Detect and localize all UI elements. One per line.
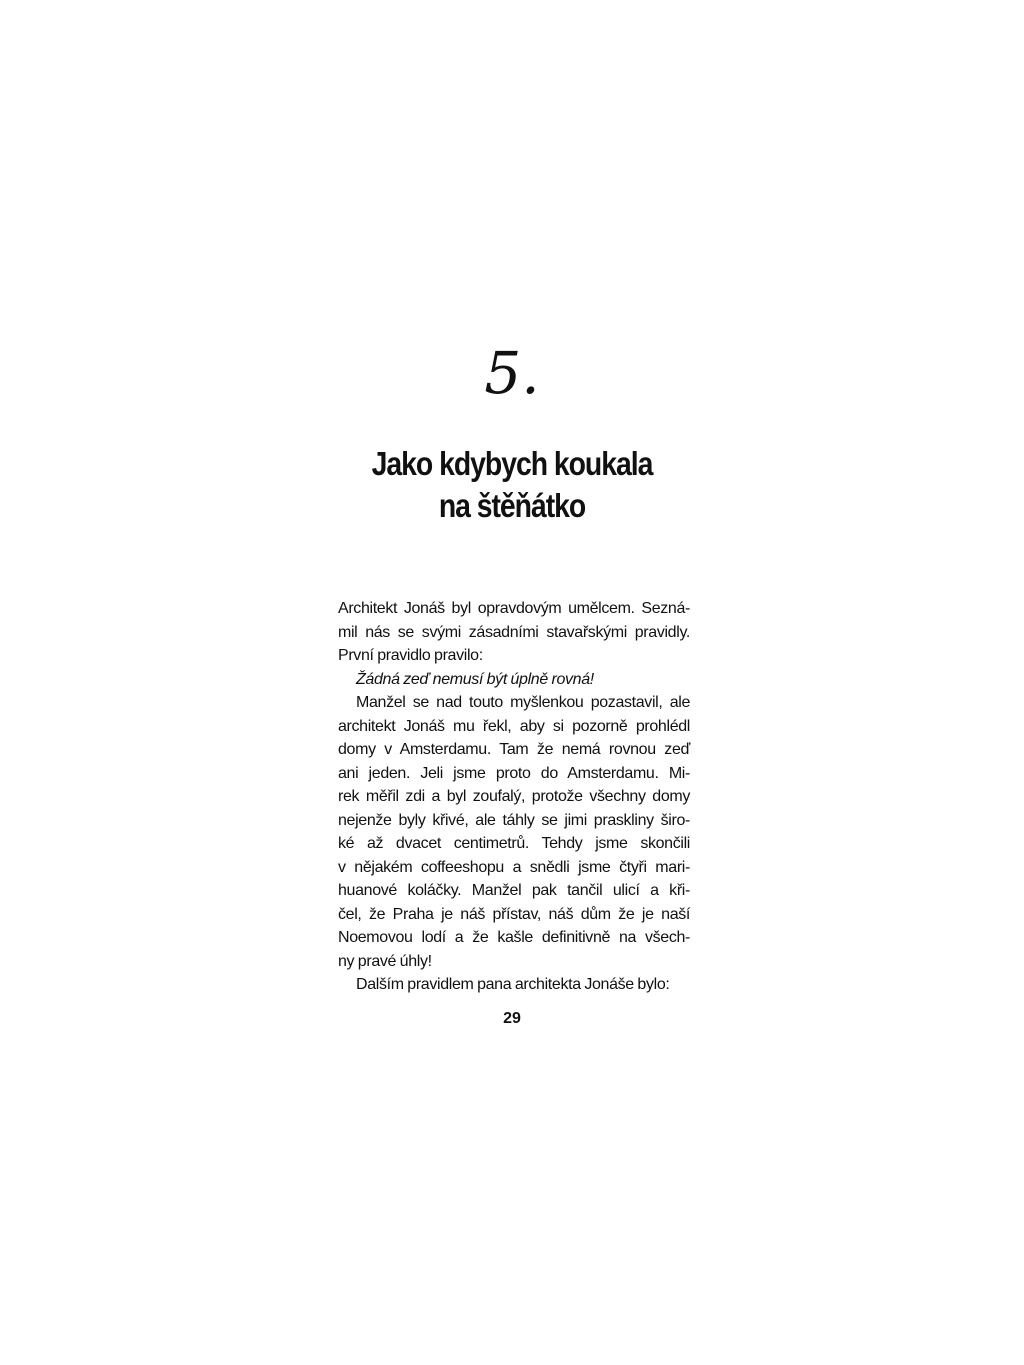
text-line: Dalším pravidlem pana architekta Jonáše bylo:	[356, 976, 670, 993]
text-line: v nějakém coffeeshopu a snědli jsme čtyři mari-	[338, 858, 690, 876]
chapter-title-line: Jako kdybych koukala	[371, 445, 653, 482]
text-line: rek měřil zdi a byl zoufalý, protože všechny domy	[338, 788, 690, 805]
text-line: ké až dvacet centimetrů. Tehdy jsme skončili	[338, 835, 690, 852]
text-line: ani jeden. Jeli jsme proto do Amsterdamu. Mi-	[338, 764, 690, 782]
emphasized-rule-line: Žádná zeď nemusí být úplně rovná!	[356, 670, 594, 688]
text-line: mil nás se svými zásadními stavařskými pravidly.	[338, 623, 690, 641]
text-line: čel, že Praha je náš přístav, náš dům že je naší	[338, 905, 690, 923]
text-line: Manžel se nad touto myšlenkou pozastavil, ale	[356, 694, 690, 711]
body-text	[338, 597, 690, 997]
text-line: nejenže byly křivé, ale táhly se jimi praskliny širo-	[338, 811, 690, 829]
text-line: domy v Amsterdamu. Tam že nemá rovnou zeď	[338, 741, 690, 758]
text-line: architekt Jonáš mu řekl, aby si pozorně prohlédl	[338, 717, 690, 735]
chapter-title-line: na štěňátko	[438, 487, 586, 524]
text-line: Noemovou lodí a že kašle definitivně na všech-	[338, 929, 690, 946]
text-line: První pravidlo pravilo:	[338, 647, 483, 664]
text-line: huanové koláčky. Manžel pak tančil ulicí a kři-	[338, 882, 690, 899]
page-number: 29	[503, 1010, 521, 1027]
chapter-number: 5.	[484, 339, 540, 407]
text-line: ny pravé úhly!	[338, 952, 432, 970]
chapter-title	[72, 443, 953, 527]
text-line: Architekt Jonáš byl opravdovým umělcem. Sezná-	[338, 600, 690, 617]
